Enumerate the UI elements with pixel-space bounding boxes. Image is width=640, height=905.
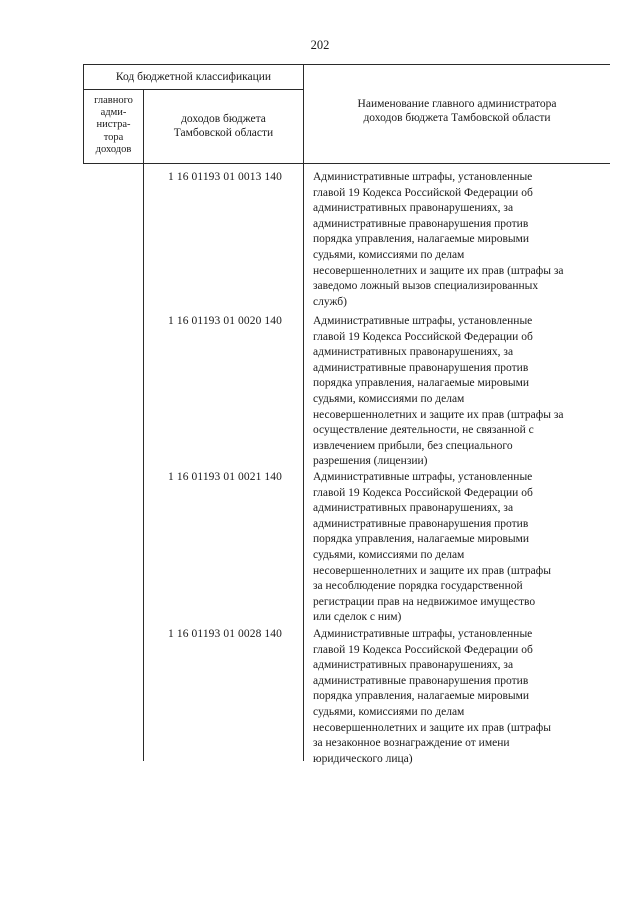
- income-code: 1 16 01193 01 0020 140: [168, 315, 282, 327]
- administrator-name: Административные штрафы, установленные главой 19 Кодекса Российской Федерации об административных правонарушениях, за административные правонарушения против порядка управления, налагаемые мировыми судьями, комиссиями по делам несовершеннолетних и защите их прав (штрафы за незаконное вознаграждение от имени юридического лица): [313, 628, 551, 765]
- income-code: 1 16 01193 01 0028 140: [168, 628, 282, 640]
- header-group-title: Код бюджетной классификации: [115, 71, 272, 83]
- header-administrator-name: Наименование главного администратора доходов бюджета Тамбовской области: [357, 98, 557, 124]
- income-code: 1 16 01193 01 0013 140: [168, 171, 282, 183]
- administrator-name: Административные штрафы, установленные главой 19 Кодекса Российской Федерации об административных правонарушениях, за административные правонарушения против порядка управления, налагаемые мировыми судьями, комиссиями по делам несовершеннолетних и защите их прав (штрафы за осуществление деятельности, не связанной с извлечением прибыли, без специального разрешения (лицензии): [313, 315, 564, 468]
- header-bottom-border: [83, 163, 610, 164]
- header-admin-code: главного адми- нистра- тора доходов: [94, 95, 133, 155]
- column-divider-name: [303, 64, 304, 761]
- table-top-border: [83, 64, 610, 65]
- header-group-divider: [83, 89, 303, 90]
- administrator-name: Административные штрафы, установленные главой 19 Кодекса Российской Федерации об административных правонарушениях, за административные правонарушения против порядка управления, налагаемые мировыми судьями, комиссиями по делам несовершеннолетних и защите их прав (штрафы за заведомо ложный вызов специализированных служб): [313, 171, 564, 308]
- header-income-code: доходов бюджета Тамбовской области: [173, 113, 274, 139]
- page-number: 202: [310, 38, 330, 52]
- column-divider-admin: [143, 89, 144, 761]
- administrator-name: Административные штрафы, установленные главой 19 Кодекса Российской Федерации об административных правонарушениях, за административные правонарушения против порядка управления, налагаемые мировыми судьями, комиссиями по делам несовершеннолетних и защите их прав (штрафы за несоблюдение порядка государственной регистрации прав на недвижимое имущество или сделок с ним): [313, 471, 551, 624]
- income-code: 1 16 01193 01 0021 140: [168, 471, 282, 483]
